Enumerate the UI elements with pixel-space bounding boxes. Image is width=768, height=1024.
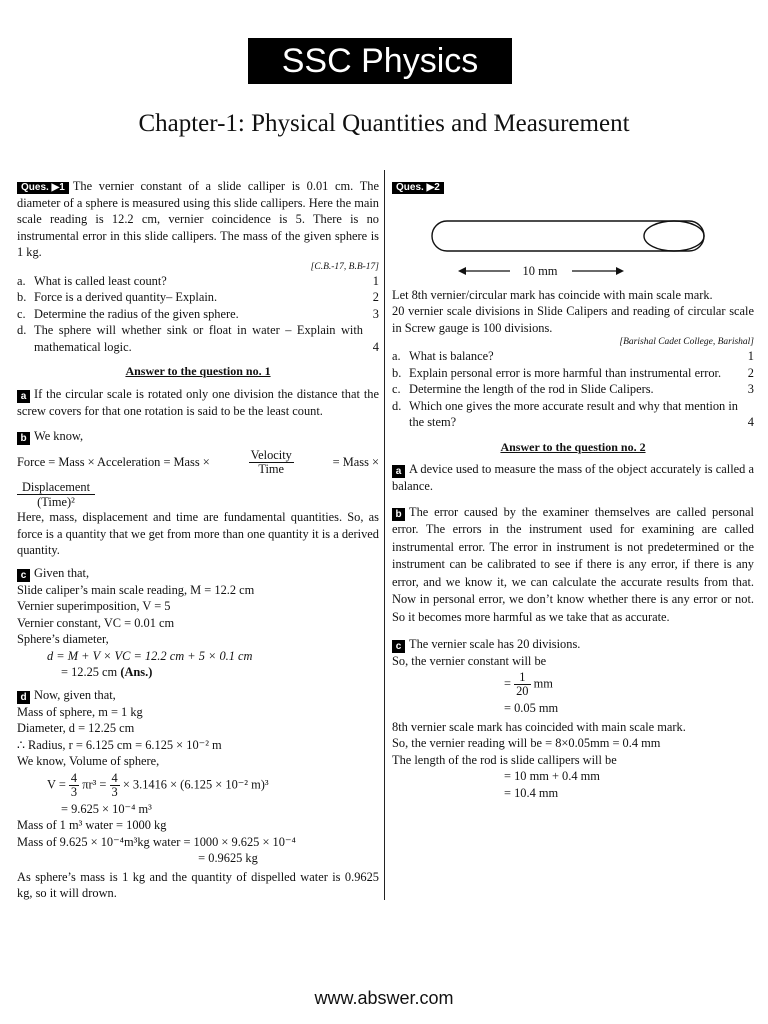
chapter-title: Chapter-1: Physical Quantities and Measurement [138, 110, 630, 137]
question-item [17, 322, 379, 355]
one-twentieth-fraction: $\frac{1}{20}$ [516, 670, 529, 699]
answer-b: b The error caused by the examiner themselves are called personal error. The errors in the instrument used for examining are called instrumental error. The error in instrument is not predetermined or the instrument can be calibrated to see if there is any error, if there is any error, and we know it, we can calculate the accurate results from that. Now in personal error, we don’t know whether there is any error or not. So it becomes more harmful as we take that as accurate. [392, 504, 754, 625]
answer-badge: d [17, 691, 30, 704]
rod-shape [432, 221, 704, 251]
answer-a: a If the circular scale is rotated only one division the distance that the screw covers for that one rotation is said to be the least count. [17, 386, 379, 418]
diameter-equation: d = M + V × VC = 12.2 cm + 5 × 0.1 cm [47, 648, 253, 663]
answer-b: b We know, Force = Mass × Acceleration = Mass × $\frac{\text{Velocity}}{\text{Time}}$ = Mass × Displacement (Time)² Here, mass, displacement and time are fundamental quantities. So, as force is a quantity that we get from more than one quantity it is a derived quantity. [17, 429, 379, 557]
item-label: c. [392, 382, 401, 396]
answer-badge: a [392, 465, 405, 478]
question-1-items [17, 273, 379, 356]
displacement-fraction: Displacement (Time)² [17, 480, 95, 509]
question-item [392, 398, 754, 431]
item-label: a. [17, 273, 26, 288]
volume-result: = 9.625 × 10⁻⁴ m³ [61, 801, 152, 816]
item-text: Force is a derived quantity– Explain. [34, 290, 218, 304]
vernier-constant-result: = 0.05 mm [504, 701, 559, 716]
diameter-result: = 12.25 cm (Ans.) [61, 665, 153, 679]
item-label: c. [17, 306, 26, 321]
item-marks: 1 [747, 349, 754, 363]
rod-length-result: = 10.4 mm [504, 785, 559, 800]
answer-c: c The vernier scale has 20 divisions. So, the vernier constant will be = $\frac{1}{20}$ mm = 0.05 mm 8th vernier scale mark has coincided with main scale mark. So, the vernier reading will be = 8×0.05mm = 0.4 mm The length of the rod is slide callipers will be = 10 mm + 0.4 mm = 10.4 mm [392, 636, 754, 802]
item-marks: 4 [372, 339, 379, 354]
item-text: Determine the length of the rod in Slide Calipers. [409, 382, 654, 396]
item-marks: 1 [372, 273, 379, 288]
question-item [392, 348, 754, 365]
book-title-banner: SSC Physics [248, 38, 512, 84]
question-source: [C.B.-17, B.B-17] [310, 261, 379, 272]
answer-a: a A device used to measure the mass of the object accurately is called a balance. [392, 462, 754, 493]
rod-length-label: 10 mm [522, 263, 558, 278]
question-tag: Ques. ▶2 [392, 182, 444, 194]
rod-figure [392, 203, 754, 283]
answer-heading: Answer to the question no. 1 [125, 364, 271, 378]
answer-b-text: Here, mass, displacement and time are fundamental quantities. So, as force is a quantity that we get from more than one quantity it is a derived quantity. [17, 510, 379, 557]
four-thirds-fraction: $\frac{4}{3}$ [70, 770, 78, 799]
footer-url: www.abswer.com [314, 988, 454, 1008]
item-text: The sphere will whether sink or float in water – Explain with mathematical logic. [34, 323, 363, 354]
velocity-fraction: $\frac{\text{Velocity}}{\text{Time}}$ [250, 448, 292, 476]
question-item [17, 306, 379, 323]
question-1-column [17, 178, 379, 902]
conclusion: As sphere’s mass is 1 kg and the quantity of dispelled water is 0.9625 kg, so it will drown. [17, 869, 379, 900]
four-thirds-fraction: $\frac{4}{3}$ [111, 770, 118, 799]
volume-equation: V = $\frac{4}{3}$ πr³ = $\frac{4}{3}$ × 3.1416 × (6.125 × 10⁻² m)³ [47, 770, 269, 799]
question-2-column [392, 178, 754, 801]
question-1-stem: Ques. ▶1 The vernier constant of a slide calliper is 0.01 cm. The diameter of a sphere is measured using this slide callipers. Here the main scale reading is 12.2 cm, vernier coincidence is 5. There is no instrumental error in this slide callipers. The mass of the given sphere is 1 kg. [17, 179, 379, 259]
rod-length-sum: = 10 mm + 0.4 mm [504, 769, 600, 784]
answer-badge: c [17, 569, 30, 582]
item-text: Determine the radius of the given sphere. [34, 306, 239, 321]
item-marks: 2 [747, 365, 754, 380]
question-item [17, 273, 379, 290]
item-text: Which one gives the more accurate result and why that mention in the stem? [409, 398, 738, 429]
answer-badge: c [392, 640, 405, 653]
answer-badge: b [392, 508, 405, 521]
question-2-stem-2: 20 vernier scale divisions in Slide Calipers and reading of circular scale in Screw gauge is 100 divisions. [392, 304, 754, 335]
answer-heading: Answer to the question no. 2 [500, 439, 646, 454]
item-marks: 2 [372, 290, 379, 304]
item-text: Explain personal error is more harmful than instrumental error. [409, 365, 722, 380]
water-mass-result: = 0.9625 kg [198, 851, 258, 865]
question-tag: Ques. ▶1 [17, 182, 69, 194]
item-text: What is called least count? [34, 273, 167, 288]
item-label: a. [392, 349, 401, 363]
answer-d: d Now, given that, Mass of sphere, m = 1 kg Diameter, d = 12.25 cm ∴ Radius, r = 6.125 cm = 6.125 × 10⁻² m We know, Volume of sphere, V = $\frac{4}{3}$ πr³ = $\frac{4}{3}$ × 3.1416 × (6.125 × 10⁻² m)³ = 9.625 × 10⁻⁴ m³ Mass of 1 m³ water = 1000 kg Mass of 9.625 × 10⁻⁴m³kg water = 1000 × 9.625 × 10⁻⁴ = 0.9625 kg As sphere’s mass is 1 kg and the quantity of dispelled water is 0.9625 kg, so it will drown. [17, 687, 379, 900]
rod-end-cap [644, 221, 704, 251]
question-item [392, 381, 754, 398]
item-marks: 3 [747, 382, 754, 396]
question-2-items [392, 348, 754, 431]
question-source: [Barishal Cadet College, Barishal] [619, 337, 754, 347]
item-text: What is balance? [409, 349, 494, 363]
item-label: d. [392, 398, 402, 413]
force-formula-end: = Mass × [332, 455, 379, 470]
force-formula-start: Force = Mass × Acceleration = Mass × [17, 455, 210, 470]
item-marks: 3 [372, 306, 379, 321]
item-label: b. [17, 290, 27, 304]
answer-badge: b [17, 432, 30, 445]
answer-c: c Given that, Slide caliper’s main scale reading, M = 12.2 cm Vernier superimposition, V = 5 Vernier constant, VC = 0.01 cm Sphere’s diameter, d = M + V × VC = 12.2 cm + 5 × 0.1 cm = 12.25 cm (Ans.) [17, 565, 379, 681]
question-2-stem-1: Let 8th vernier/circular mark has coincide with main scale mark. [392, 287, 713, 302]
vernier-constant-equation: = $\frac{1}{20}$ mm [504, 670, 553, 699]
column-divider [384, 170, 385, 900]
item-label: b. [392, 365, 402, 380]
answer-badge: a [17, 390, 30, 403]
question-item [392, 365, 754, 382]
question-item [17, 289, 379, 306]
item-label: d. [17, 323, 27, 337]
item-marks: 4 [747, 415, 754, 429]
